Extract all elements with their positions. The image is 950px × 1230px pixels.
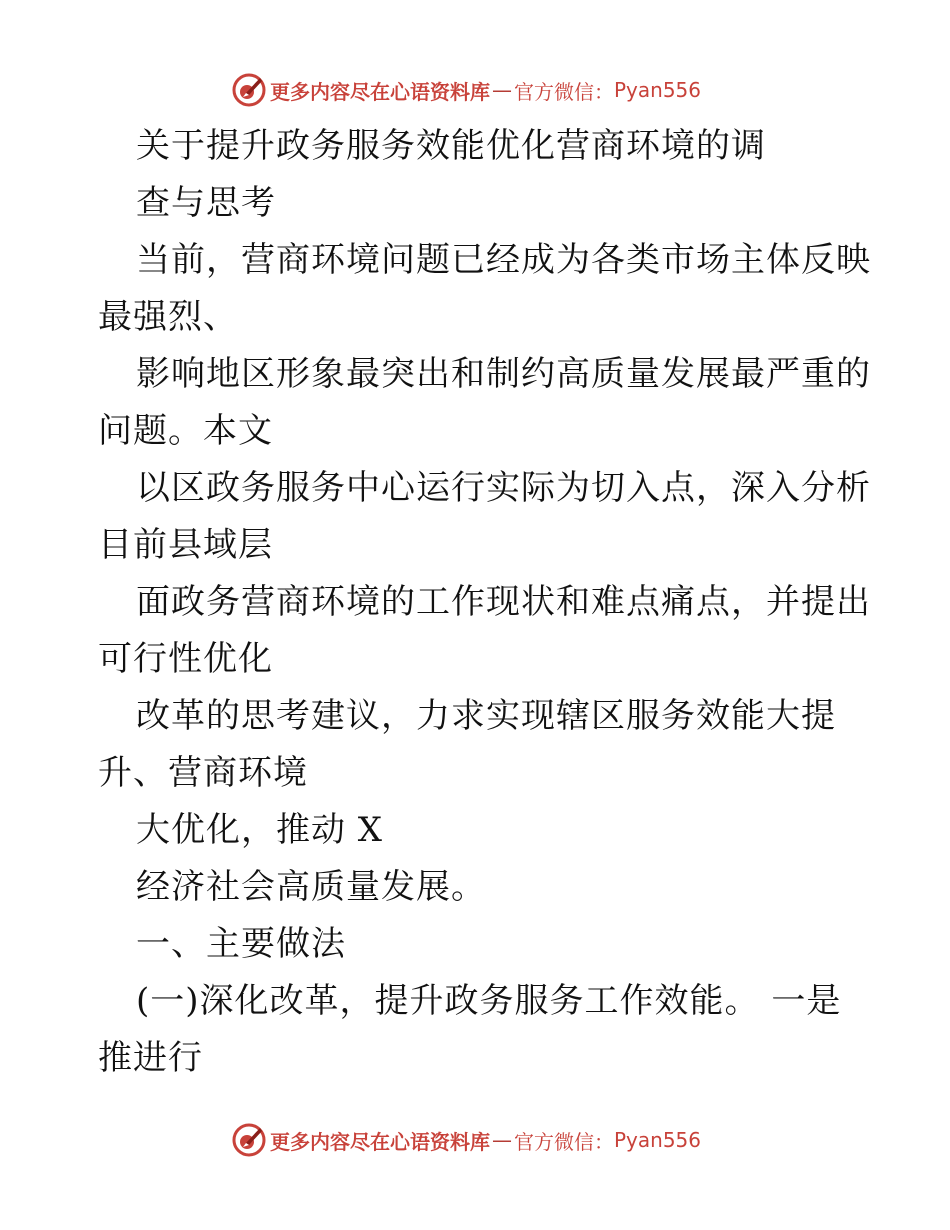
- text-line: 查与思考: [136, 183, 276, 223]
- text-line: 大优化，推动 X: [136, 810, 384, 850]
- text-line: 问题。本文: [98, 411, 273, 451]
- document-body: [98, 118, 871, 1087]
- text-line: 面政务营商环境的工作现状和难点痛点，并提出: [136, 582, 871, 622]
- quill-logo-icon: [232, 1123, 266, 1157]
- watermark-text: 更多内容尽在心语资料库: [270, 79, 490, 104]
- text-line: 推进行: [98, 1038, 203, 1078]
- text-line: 改革的思考建议，力求实现辖区服务效能大提: [136, 696, 836, 736]
- header-watermark: [232, 72, 701, 108]
- text-line: 升、营商环境: [98, 753, 308, 793]
- text-line: 目前县域层: [98, 525, 273, 565]
- watermark-wechat-id: Pyan556: [614, 1128, 702, 1152]
- footer-watermark: [232, 1122, 701, 1158]
- text-line: 经济社会高质量发展。: [136, 867, 486, 907]
- text-line: 最强烈、: [98, 297, 238, 337]
- text-line: 以区政务服务中心运行实际为切入点，深入分析: [136, 468, 871, 508]
- text-line: 关于提升政务服务效能优化营商环境的调: [136, 126, 766, 166]
- text-line: (一)深化改革，提升政务服务工作效能。 一是: [136, 981, 842, 1021]
- watermark-wechat-label: 官方微信：: [514, 79, 614, 104]
- watermark-separator: —: [492, 1128, 512, 1152]
- watermark-wechat-label: 官方微信：: [514, 1129, 614, 1154]
- watermark-separator: —: [492, 78, 512, 102]
- text-line: 影响地区形象最突出和制约高质量发展最严重的: [136, 354, 871, 394]
- watermark-wechat-id: Pyan556: [614, 78, 702, 102]
- quill-logo-icon: [232, 73, 266, 107]
- watermark-text: 更多内容尽在心语资料库: [270, 1129, 490, 1154]
- text-line: 当前，营商环境问题已经成为各类市场主体反映: [136, 240, 871, 280]
- text-line: 可行性优化: [98, 639, 273, 679]
- section-heading: 一、主要做法: [136, 924, 346, 964]
